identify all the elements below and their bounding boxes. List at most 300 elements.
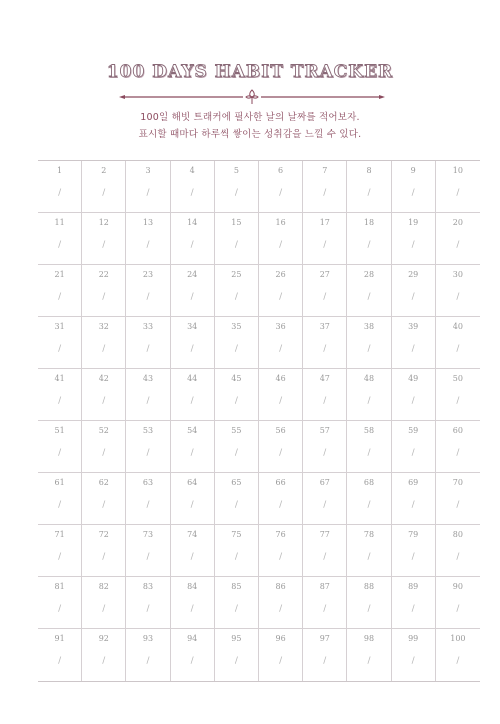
date-separator: / — [279, 552, 283, 562]
date-separator: / — [279, 396, 283, 406]
date-separator: / — [323, 188, 327, 198]
day-number: 65 — [231, 478, 242, 487]
day-number: 64 — [187, 478, 198, 487]
date-separator: / — [190, 656, 194, 666]
day-number: 88 — [363, 582, 375, 591]
tracker-day-cell[interactable] — [303, 369, 347, 421]
page-title: 100 DAYS HABIT TRACKER — [106, 62, 394, 82]
tracker-day-cell[interactable] — [259, 525, 303, 577]
day-number: 78 — [363, 530, 375, 539]
day-number: 92 — [98, 634, 109, 643]
tracker-day-cell[interactable] — [259, 369, 303, 421]
tracker-day-cell[interactable] — [392, 213, 436, 265]
date-separator: / — [234, 552, 238, 562]
tracker-day-cell[interactable] — [392, 161, 436, 213]
day-number: 1 — [57, 166, 63, 175]
day-number: 83 — [142, 582, 154, 591]
date-separator: / — [279, 604, 283, 614]
day-number: 12 — [98, 218, 109, 227]
date-separator: / — [102, 292, 106, 302]
date-separator: / — [367, 396, 371, 406]
tracker-day-cell[interactable] — [38, 473, 82, 525]
date-separator: / — [58, 292, 62, 302]
tracker-day-cell[interactable] — [171, 577, 215, 629]
tracker-day-cell[interactable] — [171, 369, 215, 421]
day-number: 14 — [187, 218, 198, 227]
tracker-day-cell[interactable] — [303, 265, 347, 317]
tracker-day-cell[interactable] — [303, 213, 347, 265]
date-separator: / — [146, 292, 150, 302]
day-number: 93 — [142, 634, 154, 643]
day-number: 79 — [408, 530, 419, 539]
day-number: 97 — [319, 634, 330, 643]
tracker-day-cell[interactable] — [392, 421, 436, 473]
tracker-day-cell[interactable] — [436, 317, 480, 369]
day-number: 69 — [408, 478, 419, 487]
tracker-day-cell[interactable] — [392, 369, 436, 421]
day-number: 95 — [231, 634, 242, 643]
day-number: 38 — [363, 322, 375, 331]
date-separator: / — [456, 448, 460, 458]
tracker-day-cell[interactable] — [392, 577, 436, 629]
tracker-day-cell[interactable] — [259, 213, 303, 265]
day-number: 22 — [98, 270, 109, 279]
date-separator: / — [58, 188, 62, 198]
day-number: 3 — [145, 166, 151, 175]
day-number: 2 — [101, 166, 107, 175]
day-number: 17 — [319, 218, 330, 227]
date-separator: / — [234, 396, 238, 406]
day-number: 57 — [319, 426, 330, 435]
day-number: 28 — [363, 270, 375, 279]
day-number: 70 — [452, 478, 463, 487]
date-separator: / — [146, 396, 150, 406]
day-number: 62 — [98, 478, 109, 487]
date-separator: / — [323, 604, 327, 614]
day-number: 26 — [275, 270, 286, 279]
day-number: 37 — [319, 322, 330, 331]
tracker-day-cell[interactable] — [436, 369, 480, 421]
day-number: 36 — [275, 322, 286, 331]
tracker-day-cell[interactable] — [126, 161, 170, 213]
tracker-day-cell[interactable] — [392, 525, 436, 577]
tracker-day-cell[interactable] — [436, 265, 480, 317]
day-number: 27 — [319, 270, 330, 279]
day-number: 9 — [410, 166, 416, 175]
tracker-day-cell[interactable] — [303, 525, 347, 577]
date-separator: / — [323, 448, 327, 458]
date-separator: / — [234, 500, 238, 510]
date-separator: / — [411, 552, 415, 562]
day-number: 67 — [319, 478, 330, 487]
subtitle-line-1: 100일 해빗 트래커에 필사한 날의 날짜를 적어보자. — [140, 112, 360, 123]
date-separator: / — [58, 396, 62, 406]
date-separator: / — [456, 188, 460, 198]
day-number: 49 — [408, 374, 419, 383]
day-number: 44 — [187, 374, 198, 383]
date-separator: / — [367, 656, 371, 666]
date-separator: / — [367, 240, 371, 250]
day-number: 73 — [142, 530, 154, 539]
tracker-day-cell[interactable] — [436, 473, 480, 525]
day-number: 42 — [98, 374, 109, 383]
tracker-day-cell[interactable] — [82, 577, 126, 629]
tracker-day-cell[interactable] — [38, 525, 82, 577]
date-separator: / — [367, 344, 371, 354]
day-number: 66 — [275, 478, 286, 487]
tracker-day-cell[interactable] — [392, 473, 436, 525]
tracker-day-cell[interactable] — [38, 265, 82, 317]
day-number: 76 — [275, 530, 286, 539]
tracker-day-cell[interactable] — [259, 161, 303, 213]
tracker-day-cell[interactable] — [126, 213, 170, 265]
day-number: 54 — [187, 426, 198, 435]
day-number: 41 — [54, 374, 65, 383]
date-separator: / — [102, 604, 106, 614]
date-separator: / — [456, 500, 460, 510]
date-separator: / — [279, 656, 283, 666]
tracker-day-cell[interactable] — [436, 421, 480, 473]
date-separator: / — [190, 500, 194, 510]
date-separator: / — [411, 188, 415, 198]
day-number: 59 — [408, 426, 419, 435]
date-separator: / — [411, 656, 415, 666]
date-separator: / — [58, 656, 62, 666]
tracker-day-cell[interactable] — [392, 317, 436, 369]
day-number: 86 — [275, 582, 286, 591]
tracker-day-cell[interactable] — [82, 317, 126, 369]
tracker-day-cell[interactable] — [347, 369, 391, 421]
day-number: 77 — [319, 530, 330, 539]
tracker-day-cell[interactable] — [347, 629, 391, 681]
tracker-day-cell[interactable] — [436, 213, 480, 265]
day-number: 85 — [231, 582, 242, 591]
tracker-day-cell[interactable] — [126, 369, 170, 421]
tracker-day-cell[interactable] — [259, 317, 303, 369]
day-number: 68 — [363, 478, 375, 487]
date-separator: / — [146, 344, 150, 354]
tracker-day-cell[interactable] — [392, 265, 436, 317]
tracker-day-cell[interactable] — [259, 577, 303, 629]
fleur-divider-icon — [117, 88, 387, 106]
tracker-day-cell[interactable] — [347, 265, 391, 317]
date-separator: / — [456, 396, 460, 406]
tracker-day-cell[interactable] — [215, 577, 259, 629]
date-separator: / — [411, 604, 415, 614]
date-separator: / — [146, 240, 150, 250]
date-separator: / — [234, 188, 238, 198]
day-number: 30 — [452, 270, 463, 279]
day-number: 48 — [363, 374, 375, 383]
date-separator: / — [456, 552, 460, 562]
date-separator: / — [323, 396, 327, 406]
tracker-day-cell[interactable] — [171, 629, 215, 681]
date-separator: / — [190, 448, 194, 458]
tracker-day-cell[interactable] — [259, 629, 303, 681]
date-separator: / — [146, 604, 150, 614]
tracker-day-cell[interactable] — [82, 525, 126, 577]
tracker-day-cell[interactable] — [303, 161, 347, 213]
day-number: 25 — [231, 270, 242, 279]
date-separator: / — [58, 552, 62, 562]
date-separator: / — [456, 656, 460, 666]
date-separator: / — [234, 344, 238, 354]
tracker-day-cell[interactable] — [347, 473, 391, 525]
date-separator: / — [411, 344, 415, 354]
day-number: 75 — [231, 530, 242, 539]
day-number: 89 — [408, 582, 419, 591]
date-separator: / — [102, 344, 106, 354]
date-separator: / — [146, 448, 150, 458]
tracker-day-cell[interactable] — [171, 213, 215, 265]
date-separator: / — [190, 188, 194, 198]
day-number: 10 — [452, 166, 463, 175]
day-number: 18 — [363, 218, 375, 227]
day-number: 82 — [98, 582, 109, 591]
day-number: 74 — [187, 530, 198, 539]
tracker-day-cell[interactable] — [215, 525, 259, 577]
date-separator: / — [323, 552, 327, 562]
tracker-day-cell[interactable] — [126, 629, 170, 681]
day-number: 81 — [54, 582, 65, 591]
day-number: 51 — [54, 426, 65, 435]
tracker-day-cell[interactable] — [82, 161, 126, 213]
date-separator: / — [146, 188, 150, 198]
day-number: 60 — [452, 426, 463, 435]
tracker-day-cell[interactable] — [38, 629, 82, 681]
tracker-day-cell[interactable] — [215, 473, 259, 525]
day-number: 24 — [187, 270, 198, 279]
day-number: 47 — [319, 374, 330, 383]
day-number: 94 — [187, 634, 198, 643]
day-number: 4 — [189, 166, 195, 175]
tracker-day-cell[interactable] — [347, 317, 391, 369]
date-separator: / — [102, 500, 106, 510]
tracker-day-cell[interactable] — [347, 525, 391, 577]
day-number: 80 — [452, 530, 463, 539]
day-number: 46 — [275, 374, 286, 383]
date-separator: / — [323, 656, 327, 666]
tracker-day-cell[interactable] — [82, 213, 126, 265]
day-number: 58 — [363, 426, 375, 435]
day-number: 39 — [408, 322, 419, 331]
day-number: 16 — [275, 218, 286, 227]
date-separator: / — [411, 448, 415, 458]
tracker-day-cell[interactable] — [38, 161, 82, 213]
date-separator: / — [58, 344, 62, 354]
date-separator: / — [234, 656, 238, 666]
tracker-day-cell[interactable] — [215, 213, 259, 265]
tracker-day-cell[interactable] — [436, 161, 480, 213]
tracker-day-cell[interactable] — [303, 629, 347, 681]
day-number: 20 — [452, 218, 463, 227]
day-number: 96 — [275, 634, 286, 643]
tracker-day-cell[interactable] — [215, 317, 259, 369]
tracker-day-cell[interactable] — [38, 421, 82, 473]
day-number: 61 — [54, 478, 65, 487]
day-number: 29 — [408, 270, 419, 279]
tracker-day-cell[interactable] — [436, 577, 480, 629]
tracker-day-cell[interactable] — [259, 421, 303, 473]
date-separator: / — [456, 604, 460, 614]
day-number: 21 — [54, 270, 65, 279]
day-number: 5 — [233, 166, 239, 175]
day-number: 90 — [452, 582, 463, 591]
date-separator: / — [411, 292, 415, 302]
day-number: 15 — [231, 218, 242, 227]
date-separator: / — [190, 396, 194, 406]
day-number: 53 — [142, 426, 154, 435]
tracker-day-cell[interactable] — [347, 213, 391, 265]
day-number: 56 — [275, 426, 286, 435]
tracker-day-cell[interactable] — [436, 525, 480, 577]
tracker-day-cell[interactable] — [82, 421, 126, 473]
date-separator: / — [234, 292, 238, 302]
day-number: 50 — [452, 374, 463, 383]
day-number: 100 — [450, 634, 466, 643]
date-separator: / — [234, 604, 238, 614]
date-separator: / — [279, 344, 283, 354]
day-number: 19 — [408, 218, 419, 227]
tracker-day-cell[interactable] — [303, 577, 347, 629]
date-separator: / — [279, 500, 283, 510]
date-separator: / — [323, 344, 327, 354]
date-separator: / — [234, 448, 238, 458]
day-number: 99 — [408, 634, 419, 643]
date-separator: / — [102, 188, 106, 198]
day-number: 55 — [231, 426, 242, 435]
tracker-day-cell[interactable] — [171, 317, 215, 369]
subtitle-line-2: 표시할 때마다 하루씩 쌓이는 성취감을 느낄 수 있다. — [138, 129, 362, 140]
day-number: 23 — [142, 270, 154, 279]
day-number: 33 — [142, 322, 154, 331]
tracker-day-cell[interactable] — [171, 525, 215, 577]
date-separator: / — [411, 396, 415, 406]
date-separator: / — [367, 292, 371, 302]
tracker-day-cell[interactable] — [82, 369, 126, 421]
date-separator: / — [456, 344, 460, 354]
day-number: 35 — [231, 322, 242, 331]
tracker-day-cell[interactable] — [171, 265, 215, 317]
tracker-day-cell[interactable] — [259, 265, 303, 317]
tracker-day-cell[interactable] — [347, 421, 391, 473]
tracker-day-cell[interactable] — [303, 421, 347, 473]
tracker-day-cell[interactable] — [347, 577, 391, 629]
date-separator: / — [190, 552, 194, 562]
habit-tracker-grid — [38, 160, 480, 682]
tracker-day-cell[interactable] — [38, 317, 82, 369]
date-separator: / — [58, 500, 62, 510]
date-separator: / — [102, 448, 106, 458]
tracker-day-cell[interactable] — [126, 421, 170, 473]
tracker-day-cell[interactable] — [126, 473, 170, 525]
date-separator: / — [146, 656, 150, 666]
tracker-day-cell[interactable] — [38, 577, 82, 629]
tracker-day-cell[interactable] — [215, 369, 259, 421]
date-separator: / — [190, 344, 194, 354]
day-number: 52 — [98, 426, 109, 435]
date-separator: / — [102, 396, 106, 406]
day-number: 72 — [98, 530, 109, 539]
day-number: 63 — [142, 478, 154, 487]
date-separator: / — [456, 240, 460, 250]
day-number: 32 — [98, 322, 109, 331]
tracker-day-cell[interactable] — [171, 421, 215, 473]
tracker-day-cell[interactable] — [171, 161, 215, 213]
date-separator: / — [279, 188, 283, 198]
day-number: 91 — [54, 634, 65, 643]
day-number: 45 — [231, 374, 242, 383]
day-number: 43 — [142, 374, 154, 383]
date-separator: / — [456, 292, 460, 302]
date-separator: / — [367, 188, 371, 198]
tracker-day-cell[interactable] — [259, 473, 303, 525]
date-separator: / — [323, 292, 327, 302]
day-number: 71 — [54, 530, 65, 539]
date-separator: / — [58, 448, 62, 458]
day-number: 40 — [452, 322, 463, 331]
day-number: 87 — [319, 582, 330, 591]
date-separator: / — [234, 240, 238, 250]
day-number: 98 — [363, 634, 375, 643]
day-number: 6 — [278, 166, 284, 175]
day-number: 8 — [366, 166, 372, 175]
date-separator: / — [411, 240, 415, 250]
tracker-day-cell[interactable] — [38, 369, 82, 421]
tracker-day-cell[interactable] — [38, 213, 82, 265]
date-separator: / — [323, 240, 327, 250]
tracker-day-cell[interactable] — [392, 629, 436, 681]
tracker-day-cell[interactable] — [347, 161, 391, 213]
tracker-day-cell[interactable] — [82, 629, 126, 681]
date-separator: / — [367, 448, 371, 458]
date-separator: / — [411, 500, 415, 510]
date-separator: / — [367, 500, 371, 510]
tracker-day-cell[interactable] — [82, 473, 126, 525]
date-separator: / — [367, 552, 371, 562]
tracker-day-cell[interactable] — [215, 161, 259, 213]
tracker-day-cell[interactable] — [82, 265, 126, 317]
tracker-day-cell[interactable] — [215, 421, 259, 473]
date-separator: / — [146, 552, 150, 562]
day-number: 13 — [142, 218, 154, 227]
date-separator: / — [279, 448, 283, 458]
tracker-day-cell[interactable] — [215, 629, 259, 681]
date-separator: / — [190, 604, 194, 614]
date-separator: / — [190, 240, 194, 250]
date-separator: / — [323, 500, 327, 510]
tracker-day-cell[interactable] — [303, 317, 347, 369]
tracker-day-cell[interactable] — [171, 473, 215, 525]
date-separator: / — [279, 240, 283, 250]
date-separator: / — [367, 604, 371, 614]
tracker-day-cell[interactable] — [126, 525, 170, 577]
tracker-day-cell[interactable] — [215, 265, 259, 317]
tracker-day-cell[interactable] — [303, 473, 347, 525]
tracker-day-cell[interactable] — [126, 265, 170, 317]
tracker-day-cell[interactable] — [436, 629, 480, 681]
date-separator: / — [102, 240, 106, 250]
date-separator: / — [146, 500, 150, 510]
day-number: 31 — [54, 322, 65, 331]
tracker-day-cell[interactable] — [126, 317, 170, 369]
day-number: 34 — [187, 322, 198, 331]
day-number: 11 — [54, 218, 65, 227]
day-number: 84 — [187, 582, 198, 591]
date-separator: / — [102, 552, 106, 562]
tracker-day-cell[interactable] — [126, 577, 170, 629]
day-number: 7 — [322, 166, 328, 175]
